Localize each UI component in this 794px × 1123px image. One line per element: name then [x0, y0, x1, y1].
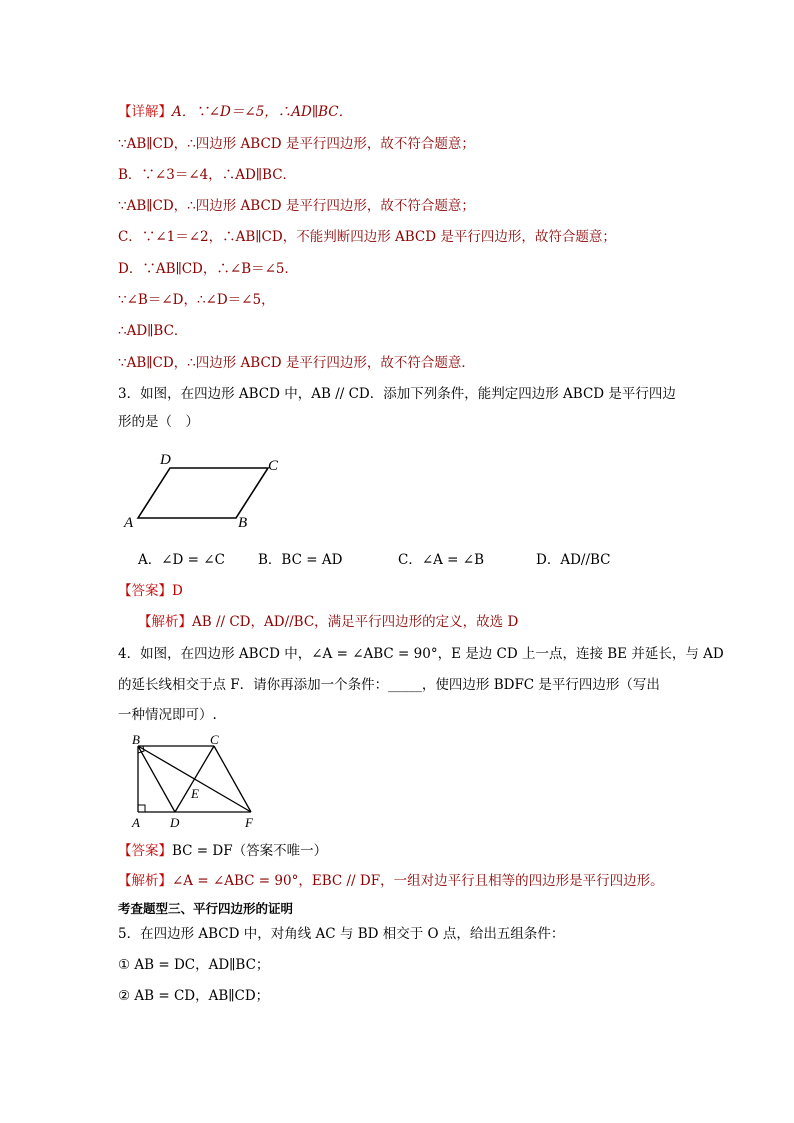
q4-analysis [118, 872, 664, 890]
q4-analysis-text: ∠A = ∠ABC = 90°，EBC // DF，一组对边平行且相等的四边形是平行四边形。 [172, 873, 664, 889]
q5-condition-1: ① AB = DC，AD∥BC； [118, 957, 270, 973]
q3-analysis [138, 613, 518, 631]
solution-line-9 [118, 354, 475, 372]
q4-analysis-label: 【解析】 [118, 873, 172, 889]
fig2-label-c: C [210, 732, 219, 747]
solution-line-7-part-1: ∵∠B＝∠D，∴∠D＝∠5， [118, 292, 275, 308]
q3-answer-label: 【答案】 [118, 583, 172, 599]
solution-line-9-part-1: ∵AB∥CD，∴四边形 ABCD 是平行四边形，故不符合题意． [118, 355, 475, 371]
q4-stem-line2: 的延长线相交于点 F．请你再添加一个条件：_____，使四边形 BDFC 是平行四边形（写出 [118, 677, 660, 693]
solution-line-3 [118, 166, 296, 184]
fig1-label-d: D [160, 452, 171, 468]
q3-stem-line1: 3．如图，在四边形 ABCD 中，AB // CD．添加下列条件，能判定四边形 ABCD 是平行四边 [118, 386, 676, 402]
q5-stem-line1: 5．在四边形 ABCD 中，对角线 AC 与 BD 相交于 O 点，给出五组条件： [118, 926, 565, 942]
solution-line-3-part-1: B．∵∠3＝∠4，∴AD∥BC． [118, 167, 297, 183]
parallelogram-figure [118, 448, 293, 538]
solution-line-7 [118, 291, 275, 309]
solution-line-1 [118, 103, 352, 121]
q4-answer [118, 842, 327, 860]
q4-answer-value: BC = DF（答案不唯一） [172, 843, 328, 859]
q3-stem-line2: 形的是（ ） [118, 414, 199, 430]
solution-line-4 [118, 197, 475, 215]
q3-analysis-text: AB // CD，AD//BC，满足平行四边形的定义，故选 D [192, 614, 519, 630]
solution-line-6 [118, 260, 298, 278]
solution-line-1-part-2: A．∵∠D＝∠5，∴AD∥BC． [172, 104, 353, 120]
q3-option-d: D．AD//BC [536, 552, 611, 568]
q4-answer-label: 【答案】 [118, 843, 172, 859]
solution-line-2 [118, 135, 475, 153]
quadrilateral-figure [118, 732, 268, 832]
q4-stem-line1: 4．如图，在四边形 ABCD 中，∠A = ∠ABC = 90°，E 是边 CD 上一点，连接 BE 并延长，与 AD [118, 646, 724, 662]
solution-line-8-part-1: ∴AD∥BC． [118, 323, 188, 339]
solution-line-1-part-1: 【详解】 [118, 104, 172, 120]
solution-line-8 [118, 322, 187, 340]
q4-stem-line3: 一种情况即可）. [118, 707, 217, 723]
parallelogram-shape [138, 468, 268, 518]
q3-analysis-label: 【解析】 [138, 614, 192, 630]
fig1-label-c: C [268, 458, 279, 474]
solution-line-2-part-1: ∵AB∥CD，∴四边形 ABCD 是平行四边形，故不符合题意； [118, 136, 475, 152]
q3-answer [118, 582, 183, 600]
fig2-label-a: A [132, 815, 140, 830]
fig2-label-e: E [191, 786, 199, 801]
q3-option-a: A．∠D = ∠C [138, 552, 225, 568]
solution-line-4-part-1: ∵AB∥CD，∴四边形 ABCD 是平行四边形，故不符合题意； [118, 198, 475, 214]
fig2-label-b: B [132, 732, 140, 747]
fig2-label-d: D [170, 815, 180, 830]
fig1-label-b: B [238, 515, 248, 531]
solution-line-6-part-1: D．∵AB∥CD，∴∠B＝∠5． [118, 261, 299, 277]
q5-condition-2: ② AB = CD，AB∥CD； [118, 988, 270, 1004]
q3-option-b: B．BC = AD [258, 552, 343, 568]
q3-option-c: C．∠A = ∠B [398, 552, 485, 568]
section-title: 考查题型三、平行四边形的证明 [118, 901, 294, 916]
solution-line-5-part-1: C．∵∠1＝∠2，∴AB∥CD，不能判断四边形 ABCD 是平行四边形，故符合题意； [118, 229, 616, 245]
fig2-label-f: F [245, 815, 253, 830]
q3-answer-value: D [172, 583, 183, 599]
fig1-label-a: A [124, 515, 134, 531]
solution-line-5 [118, 228, 616, 246]
